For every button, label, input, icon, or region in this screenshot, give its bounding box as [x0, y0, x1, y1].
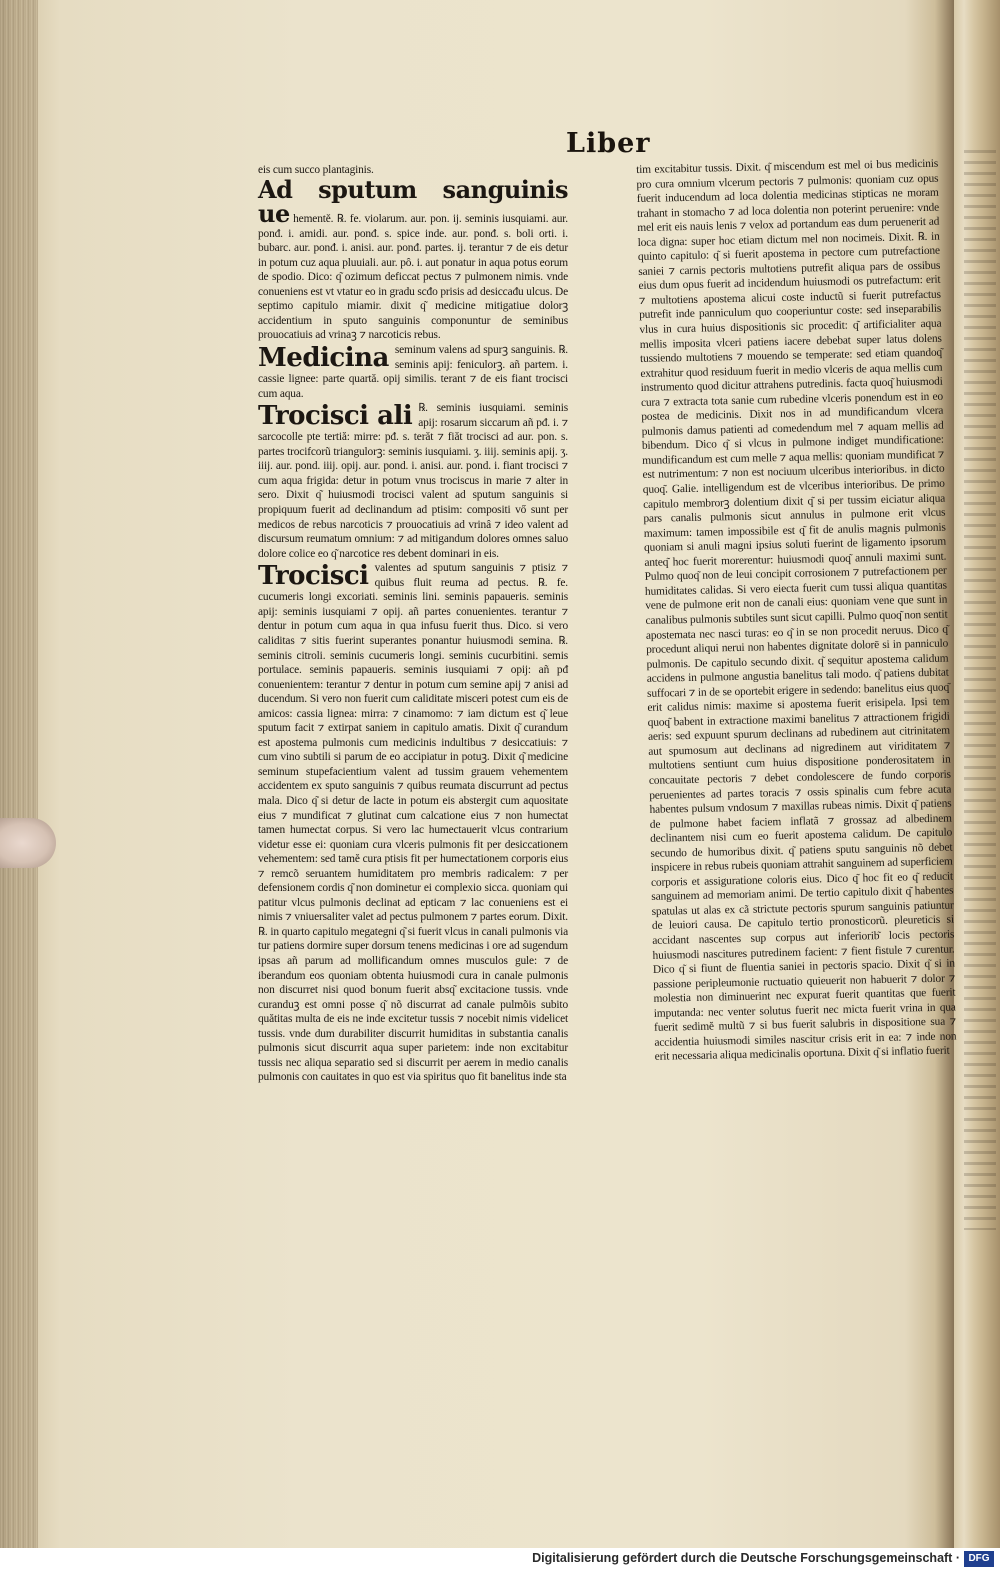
rubric-trocisci: Trocisci: [258, 561, 369, 592]
right-text-column: [636, 157, 957, 1065]
rubric-trocisci-ali: Trocisci ali: [258, 401, 413, 432]
dfg-funding-notice: Digitalisierung gefördert durch die Deutsche Forschungsgemeinschaft ·: [532, 1551, 960, 1565]
section-2: [258, 343, 568, 401]
dfg-logo-icon: DFG: [964, 1551, 994, 1567]
section-4: [258, 561, 568, 1085]
page-header: Liber: [566, 128, 651, 159]
section-4-text: valentes ad sputum sanguinis ⁊ ptisiz ⁊ quibus fluit reuma ad pectus. ℞. fe. cucumeris longi excoriati. seminis lini. seminis papaueris. seminis apij: seminis iusquiami ⁊ opij. añ partes conuenientes. terantur ⁊ dentur in potum cum aqua in qua infusu fuerit thus. Dico. si vero caliditas ⁊ sitis fuerint superantes ponantur huiusmodi semina. ℞. seminis citroli. seminis cucumeris longi. seminis cucurbitini. semis portulace. seminis papaueris. seminis iusquiami ⁊ opij: añ pđ conuenientem: terantur ⁊ dentur in potum cum semine apij ⁊ anisi ad ducendum. Si vero non fuerit cum caliditate misceri potest cum eis de amicos: cassia lignea: mirra: ⁊ cinamomo: ⁊ iam dictum est q͂ leue sputum facit ⁊ extirpat saniem in capitulo amatis. Dixit q͂ curandum est apostema pulmonis cum medicinis indultibus ⁊ desiccatiuis: ⁊ cum vino subtili si parum de eo accipiatur in potuꝫ. Dixit q͂ medicine seminum stupefacientium valent ad tussim grauem vehementem accidentem ex sputo sanguinis ⁊ quibus reumata discurrunt ad pectus mala. Dico q͂ si detur de lacte in potum eis abstergit cum aquositate eius ⁊ mundificat ⁊ glutinat cum calcatione eius ⁊ non humectat tamen humectat corpus. Si vero lac humectauerit vlcus contrarium videtur esse ei: quoniam cura vlceris pulmonis fit per desiccationem vehementem: sed tamĕ cura ptisis fit per humectationem corporis eius ⁊ remcõ seruantem humiditatem pro membris radicalem: ⁊ per defensionem cordis q͂ non dominetur ei complexio sicca. quoniam qui patitur vlcus pulmonis declinat ad epticam ⁊ lac conueniens est ei nimis ⁊ vniuersaliter valet ad pectus pulmonem ⁊ partes eorum. Dixit. ℞. in quarto capitulo megategni q͂ si fuerit vlcus in canali pulmonis via tur patiens dormire super dorsum tenens medicinas i ore ad sugendum ipsas añ parum ad mollificandum omnes musculos gule: ⁊ de iberandum eos quoniam obtenta huiusmodi cura in canale pulmonis non discurret nisi quod bonum fuerit absq͂ excitacione tussis. vnde curanduꝫ est omni posse q͂ nõ discurrat ad canale pulmõis subito quătitas multa de eis ne inde excitetur tussis ⁊ nocebit nimis videlicet tussis. vnde dum durabiliter discurrit humiditas in substantia canalis pulmonis sicut discurrit aqua super parietem: inde non excitabitur tussis nec aliqua separatio sed si discurrit per aerem in medio canalis pulmonis con cauitates in quo est via spiritus quo fit banelitus inde sta: [258, 562, 568, 1084]
facing-page-text-bleed: [964, 150, 996, 1230]
section-3-text: ℞. seminis iusquiami. seminis apij: rosarum siccarum añ pđ. i. ⁊ sarcocolle pte tertiă: mirre: pđ. s. terăt ⁊ fiăt trocisci ad aur. pon. s. partes trocifcorũ triangulorꝫ: seminis iusquiami. ʒ. iiij. seminis apij. ʒ. iiij. aur. pond. iiij. opij. aur. pond. i. anisi. aur. pond. i. fiant trocisci ⁊ cum aqua frigida: detur in potum vnus trociscus in marie ⁊ alter in sero. Dixit q͂ huiusmodi trocisci valent ad sputum sanguinis si propiquum fuerit ad declinandum ad ptisim: compositi vő sunt per medicos de rebus narcoticis ⁊ prouocatiuis ad vrinâ ⁊ ideo valent ad discursum reumatum omnium: ⁊ ad mitigandum dolores omnes saluo dolore colice eo q͂ narcotice res debent dominari in eis.: [258, 402, 568, 560]
left-text-column: [258, 163, 568, 1085]
section-3: [258, 401, 568, 561]
section-2-text: seminum valens ad spurꝫ sanguinis. ℞. seminis apij: feniculorꝫ. añ partem. i. cassie lignee: parte quartă. opij similis. terant ⁊ de eis fiant trocisci cum aqua.: [258, 344, 568, 400]
section-1: [258, 174, 569, 343]
first-line: eis cum succo plantaginis.: [258, 164, 374, 176]
section-heading-1: Ad sputum sanguinis ue: [258, 174, 568, 229]
left-page-stack: [0, 0, 38, 1548]
rubric-medicina: Medicina: [258, 343, 389, 374]
section-1-text: hementě. ℞. fe. violarum. aur. pon. ij. seminis iusquiami. aur. ponđ. i. amidi. aur. ponđ. s. spice inde. aur. ponđ. s. boli orti. i. bubarc. aur. ponđ. i. anisi. aur. ponđ. partes. ij. terantur ⁊ de eis detur in potum cuz aqua pluuiali. aur. pô. i. aut ponatur in aqua potus eorum de spodio. Dico: q͂ ozimum deficcat pectus ⁊ pulmonem nimis. vnde conueniens est vt vtatur eo in gradu scđo prisis ad desiccađu ulcus. De septimo capitulo miamir. dixit q͂ medicine mitigatiue dolorꝫ accidentium in sputo sanguinis componuntur de seminibus prouocatiuis ad vrinaꝫ ⁊ narcoticis rebus.: [258, 213, 569, 342]
right-column-text: tim excitabitur tussis. Dixit. q͂ miscendum est mel oi bus medicinis pro cura omnium vlcerum pectoris ⁊ pulmonis: quoniam cuz opus fuerit inducendum ad loca dolentia medicinas stipticas ne moram trahant in stomacho ⁊ ad loca dolentia non poterint peruenire: vnde mel erit eis nauis lenis ⁊ velox ad portandum eas dum peruenerit ad loca digna: super hoc etiam dictum mel non nocimeis. Dixit. ℞. in quinto capitulo: q͂ si fuerit apostema in pectore cum putrefactione saniei ⁊ carnis pectoris multotiens putrefit aliqua pars de ossibus eius dum opus fuerit ad incidendum huiusmodi os putrefactum: erit ⁊ multotiens apostema alicui coste inductũ si fuerit putrefactus putrefit inde panniculum quo cooperiuntur coste: sed inseparabilis vlus in cura huius dispositionis sic procedit: q͂ artificialiter aqua mellis imposita vlceri patiens iacere debebat super latus dolens tussiendo multotiens ⁊ mouendo se temperate: sed etiam quandoq͂ extrahitur quod residuum fuerit in medio vlceris de aqua mellis cum instrumento quod dicitur attrahens putredinis. facta quoq͂ huiusmodi cura ⁊ extracta tota sanie cum rubedine vlceris ponendum est in eo postea de medicinis. Dixit nos in ad mundificandum vlcera pulmonis damus patienti ad comedendum mel ⁊ aquam mellis ad bibendum. Dico q͂ si vlcus in pulmone indiget mundificatione: mundificandum est cum melle ⁊ aqua mellis: quoniam mundificat ⁊ est nutrimentum: ⁊ non est nociuum ulceribus interioribus. in dicto quoq͂. Galie. intelligendum est de vlceribus interioribus. De primo capitulo membrorꝫ dolentium dixit q͂ si per tussim eiciatur aliqua pars canalis pulmonis sicut annulus in pulmone erit vlcus maximum: tamen impossibile est q͂ fit de anulis magnis pulmonis quoniam si anuli magni ipsius soluti fuerint de ligamento ipsorum anteq͂ hoc fuerit morerentur: huiusmodi quoq͂ annuli maximi sunt. Pulmo quoq͂ non de leui concipit corrosionem ⁊ putrefactionem per humiditates calidas. Si vero eiecta fuerit cum tussi aliqua quantitas vene de pulmone erit non de canali eius: quoniam vene que sunt in canalibus pulmonis subtiles sunt sicut capilli. Pulmo quoq͂ non sentit apostemata nec nasci turas: eo q͂ in se non procedit neruus. Dico q͂ procedunt aliqui nerui non habentes dignitate dolorē si in panniculo pulmonis. De capitulo secundo dixit. q͂ sequitur apostema calidum accidens in pulmone angustia banelitus tali modo. q͂ patiens dubitat suffocari ⁊ in de se oportebit erigere in sedendo: banelitus eius quoq͂ erit calidus nimis: maxime si apostema fuerit erisipela. Ipsi tem quoq͂ babent in extractione maximi banelitus ⁊ attractionem frigidi aeris: sed expuunt spurum declinans ad rubedinem aut citrinitatem aut spumosum aut declinans ad nigredinem aut viriditatem ⁊ multotiens sentiunt cum huius dispositione ponderositatem in concauitate pectoris ⁊ debet condolescere de fundo corporis peruenientes ad partes toracis ⁊ ossis spinalis cum febre acuta habentes pulsum vndosum ⁊ maxillas rubeas nimis. Dixit q͂ patiens de pulmone habet faciem inflatã ⁊ grossaz ad albedinem declinantem nisi cum eo fuerit apostema calidum. De capitulo secundo de humoribus dixit. q͂ patiens sputu sanguinis nõ debet inspicere in rebus rubeis quoniam attrahit sanguinem ad superficiem corporis et assiguratione coloris eius. Dico q͂ hoc fit eo q͂ reducit sanguinem ad memoriam animi. De tertio capitulo dixit q͂ habentes spatulas ut alas ex cã strictute pectoris spurum sanguinis patiuntur de leuiori causa. De capitulo tertio pronosticorũ. pleureticis si accidant nascentes sup corpus aut inferiorib͂ locis pectoris huiusmodi nascitures putredinem facient: ⁊ fient fistule ⁊ curentur. Dico q͂ si fiunt de fluentia saniei in pectoris spacio. Dixit q͂ si in passione peripleumonie ructuatio quieuerit non habuerit ⁊ dolor ⁊ molestia non diminuerint nec expurat fuerit quantitas que fuerit imputanda: nec venter solutus fuerit nec micta fuerit vrina in qua fuerit sedimĕ multũ ⁊ si bus fuerit salubris in dispositione sua ⁊ accidentia huiusmodi similes nascitur crisis erit in ea: ⁊ inde non erit necessaria aliqua medicinalis oportuna. Dixit q͂ si inflatio fuerit: [636, 157, 957, 1064]
holder-thumb: [0, 818, 56, 868]
